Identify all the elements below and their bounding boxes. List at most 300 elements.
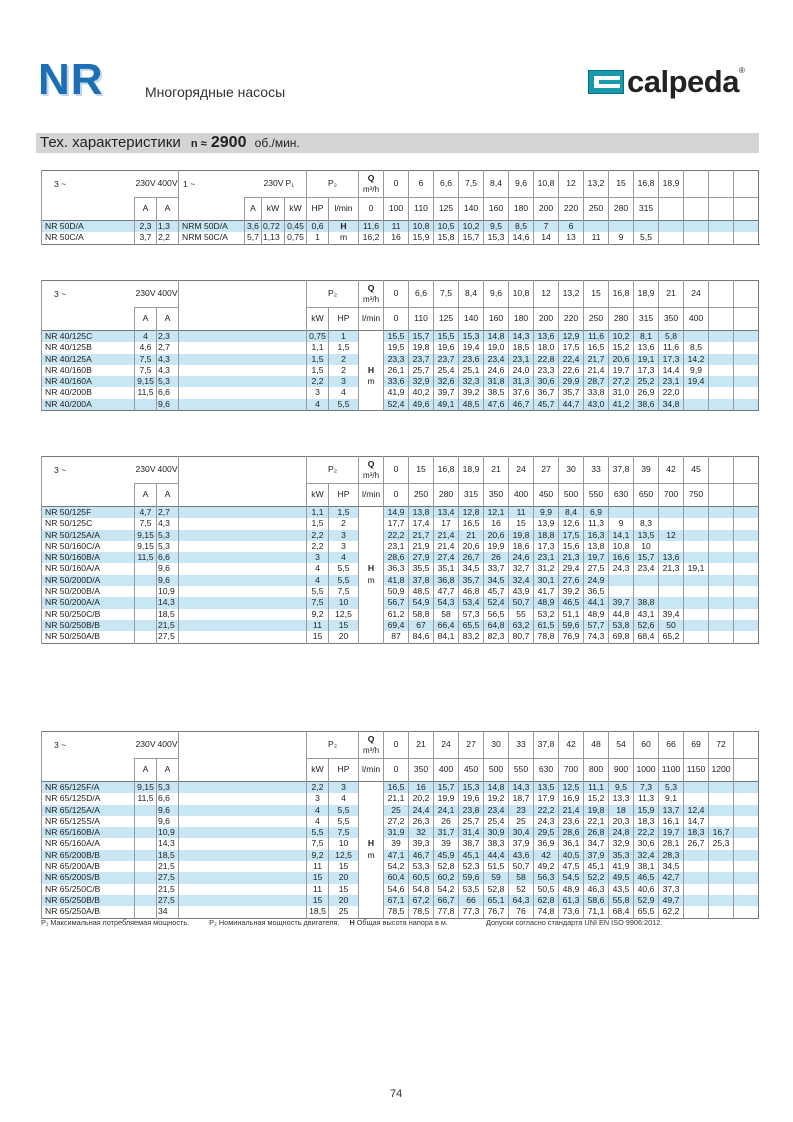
voltage-230-label: 230V: [135, 178, 156, 189]
head-value: 13,7: [659, 805, 684, 816]
head-value: 36,7: [534, 387, 559, 398]
head-value: 16,5: [384, 782, 409, 794]
q-m3h-value: 6: [409, 171, 434, 198]
head-value: 25,4: [434, 365, 459, 376]
head-value: 47,1: [384, 850, 409, 861]
head-value: 21,4: [559, 805, 584, 816]
head-value: 58,8: [409, 609, 434, 620]
head-value: 74,8: [534, 906, 559, 918]
current-400v: 6,6: [157, 552, 179, 563]
q-m3h-value: 60: [634, 732, 659, 759]
blank-cell: [285, 342, 307, 353]
blank-cell: [179, 365, 285, 376]
head-value: [609, 221, 634, 233]
blank-cell: [179, 861, 285, 872]
head-value: 19,7: [609, 365, 634, 376]
head-value: 17,4: [409, 518, 434, 529]
blank-cell: [179, 895, 285, 906]
q-lmin-value: 200: [534, 308, 559, 331]
head-value: [709, 221, 734, 233]
q-m3h-value: 37,8: [534, 732, 559, 759]
table-row: [42, 872, 759, 883]
head-value: 26,8: [584, 827, 609, 838]
blank-cell: [359, 906, 384, 918]
table-row: [42, 518, 759, 529]
head-value: [609, 586, 634, 597]
head-value: 31,2: [534, 563, 559, 574]
model-name: NR 50/200A/A: [42, 597, 135, 608]
head-value: 9,5: [484, 221, 509, 233]
head-value: 52,8: [434, 861, 459, 872]
q-m3h-value: 9,6: [484, 281, 509, 308]
series-logo: NR: [38, 55, 104, 104]
head-value: [609, 575, 634, 586]
head-value: 69,4: [384, 620, 409, 631]
head-value: 52,3: [459, 861, 484, 872]
head-value: [709, 232, 734, 244]
head-value: 41,2: [609, 399, 634, 411]
p2-kw: 1,1: [307, 342, 329, 353]
q-lmin-value: 110: [409, 198, 434, 221]
blank-cell: [285, 530, 307, 541]
head-value: 31,8: [484, 376, 509, 387]
p2-label: P₂: [307, 732, 359, 759]
p2-kw: 5,5: [307, 586, 329, 597]
head-unit: m: [359, 376, 384, 387]
head-value: 17,3: [534, 541, 559, 552]
current-230v: [135, 872, 157, 883]
q-lmin-value: 140: [459, 308, 484, 331]
current-230v: 4: [135, 331, 157, 343]
p2-hp: 1: [329, 331, 359, 343]
table-row: [42, 895, 759, 906]
head-value: 43,9: [509, 586, 534, 597]
q-m3h-value: 9,6: [509, 171, 534, 198]
table-row: [42, 782, 759, 794]
head-value: [659, 221, 684, 233]
head-value: 26,1: [384, 365, 409, 376]
head-value: 50,5: [534, 884, 559, 895]
head-value: 27,4: [434, 552, 459, 563]
head-value: 26: [434, 816, 459, 827]
blank-cell: [285, 331, 307, 343]
blank-cell: [179, 308, 285, 331]
head-value: [734, 342, 759, 353]
table-row: [42, 609, 759, 620]
head-value: 76: [509, 906, 534, 918]
model-name: NR 40/125C: [42, 331, 135, 343]
q-m3h-value: 7,5: [459, 171, 484, 198]
p2-hp: 5,5: [329, 563, 359, 574]
head-symbol: H: [359, 365, 384, 376]
q-lmin-value: 280: [609, 308, 634, 331]
head-value: 21,3: [559, 552, 584, 563]
head-value: 31,0: [609, 387, 634, 398]
q-lmin-value: [709, 484, 734, 507]
head-value: 19,7: [584, 552, 609, 563]
head-value: [709, 387, 734, 398]
head-value: 37,9: [509, 838, 534, 849]
head-value: 27,2: [609, 376, 634, 387]
head-value: 7,3: [634, 782, 659, 794]
head-value: [684, 331, 709, 343]
head-value: 67,2: [409, 895, 434, 906]
blank-cell: [285, 793, 307, 804]
q-m3h-value: 8,4: [484, 171, 509, 198]
head-value: 45,1: [584, 861, 609, 872]
head-value: 12,1: [484, 507, 509, 519]
blank-cell: [179, 541, 285, 552]
page-number: 74: [390, 1088, 403, 1100]
blank-cell: [179, 631, 285, 643]
calpeda-logo: [588, 64, 745, 99]
head-value: 42: [534, 850, 559, 861]
head-value: 54,2: [384, 861, 409, 872]
head-value: [659, 597, 684, 608]
p1-kw: 1,13: [262, 232, 285, 244]
head-value: 8,1: [634, 331, 659, 343]
q-m3h-value: 6,6: [409, 281, 434, 308]
head-value: 46,8: [459, 586, 484, 597]
head-value: 40,5: [559, 850, 584, 861]
head-value: 19,7: [659, 827, 684, 838]
head-value: [684, 895, 709, 906]
head-value: 22,2: [534, 805, 559, 816]
model-name: NR 50/200B/A: [42, 586, 135, 597]
p2-kw: 7,5: [307, 838, 329, 849]
q-lmin-value: 450: [459, 759, 484, 782]
blank-cell: [179, 586, 285, 597]
head-value: 20,6: [609, 354, 634, 365]
head-value: 30,6: [634, 838, 659, 849]
head-value: 39,2: [559, 586, 584, 597]
head-value: 15,6: [559, 541, 584, 552]
head-value: [709, 609, 734, 620]
head-value: 48,9: [559, 884, 584, 895]
head-value: [734, 221, 759, 233]
head-value: [684, 387, 709, 398]
head-value: 87: [384, 631, 409, 643]
blank-cell: [359, 342, 384, 353]
q-m3h-value: 8,4: [459, 281, 484, 308]
lmin-label: l/min: [359, 759, 384, 782]
model-name: NR 65/160B/A: [42, 827, 135, 838]
head-value: 32,9: [609, 838, 634, 849]
model-name: NR 65/250C/B: [42, 884, 135, 895]
head-value: 17: [434, 518, 459, 529]
head-value: 78,5: [409, 906, 434, 918]
footnote-h-text: Общая высота напора в м.: [354, 918, 448, 927]
q-m3h-value: 12: [559, 171, 584, 198]
spec-table-3: [41, 456, 759, 644]
head-value: 35,5: [409, 563, 434, 574]
head-value: 9,9: [684, 365, 709, 376]
blank-cell: [285, 376, 307, 387]
head-value: 13,6: [659, 552, 684, 563]
head-value: 10,2: [609, 331, 634, 343]
head-value: [709, 861, 734, 872]
head-value: 33,7: [484, 563, 509, 574]
q-lmin-value: 350: [409, 759, 434, 782]
p2-kw: 0,75: [307, 331, 329, 343]
head-value: 37,3: [659, 884, 684, 895]
head-value: 11,3: [584, 518, 609, 529]
blank-cell: [179, 732, 285, 759]
head-value: 44,7: [559, 399, 584, 411]
head-value: 8,5: [509, 221, 534, 233]
current-400v: 6,6: [157, 387, 179, 398]
head-value: 68,4: [634, 631, 659, 643]
p2-hp: 4: [329, 793, 359, 804]
q-m3h-value: 16,8: [634, 171, 659, 198]
blank-cell: [42, 484, 135, 507]
q-m3h-value: 33: [509, 732, 534, 759]
head-value: 24,0: [509, 365, 534, 376]
blank-cell: [179, 827, 285, 838]
q-m3h-value: 39: [634, 457, 659, 484]
p2-hp: 5,5: [329, 816, 359, 827]
head-value: 26,3: [409, 816, 434, 827]
q-lmin-value: 100: [384, 198, 409, 221]
head-value: 19,8: [509, 530, 534, 541]
q-lmin-value: 1200: [709, 759, 734, 782]
table-row: [42, 620, 759, 631]
q-lmin-value: 280: [434, 484, 459, 507]
head-value: 13,6: [634, 342, 659, 353]
head-value: [709, 586, 734, 597]
head-value: [734, 861, 759, 872]
q-m3h-value: 45: [684, 457, 709, 484]
head-value: 52,2: [584, 872, 609, 883]
q-m3h-value: 6,6: [434, 171, 459, 198]
head-value: 32,7: [509, 563, 534, 574]
q-lmin-value: 180: [509, 198, 534, 221]
blank-cell: [179, 906, 285, 918]
head-value: [734, 827, 759, 838]
head-value: [734, 507, 759, 519]
q-lmin-value: 1000: [634, 759, 659, 782]
head-value: [684, 399, 709, 411]
q-m3h-value: [734, 171, 759, 198]
blank-cell: [179, 342, 285, 353]
blank-cell: [359, 518, 384, 529]
q-m3h-value: [709, 457, 734, 484]
p2-hp: 1: [307, 232, 329, 244]
head-value: 41,9: [384, 387, 409, 398]
head-value: 26,9: [634, 387, 659, 398]
blank-cell: [179, 872, 285, 883]
q-lmin-value: 630: [534, 759, 559, 782]
head-value: 15: [509, 518, 534, 529]
head-value: 12,9: [559, 331, 584, 343]
head-value: 64,8: [484, 620, 509, 631]
q-label: Q: [367, 734, 375, 744]
head-value: 41,9: [609, 861, 634, 872]
q-m3h-value: 10,8: [534, 171, 559, 198]
head-value: 14,8: [484, 782, 509, 794]
p2-hp: 3: [329, 376, 359, 387]
head-value: 18,0: [534, 342, 559, 353]
model-name: NR 40/125A: [42, 354, 135, 365]
blank-cell: [179, 759, 285, 782]
head-value: 19,4: [684, 376, 709, 387]
head-value: 54,9: [409, 597, 434, 608]
q-lmin-value: [684, 198, 709, 221]
model-name: NR 65/200A/B: [42, 861, 135, 872]
head-value: 58: [434, 609, 459, 620]
head-value: 19,0: [484, 342, 509, 353]
head-value: 11: [384, 221, 409, 233]
spec-table-1: [41, 170, 759, 245]
p2-hp: 10: [329, 838, 359, 849]
blank-cell: [285, 563, 307, 574]
hp-label: HP: [307, 198, 329, 221]
head-value: 23,1: [509, 354, 534, 365]
head-value: 29,5: [534, 827, 559, 838]
head-value: 36,3: [384, 563, 409, 574]
blank-cell: [285, 387, 307, 398]
head-value: [709, 552, 734, 563]
head-value: 16,2: [359, 232, 384, 244]
head-value: 27,5: [584, 563, 609, 574]
current-400v: 4,3: [157, 365, 179, 376]
head-value: 67: [409, 620, 434, 631]
head-value: 25,4: [484, 816, 509, 827]
q-lmin-value: 315: [634, 308, 659, 331]
q-lmin-value: 220: [559, 198, 584, 221]
amp-single-label: A: [245, 198, 262, 221]
model-name: NR 65/200B/B: [42, 850, 135, 861]
p2-hp: 5,5: [329, 399, 359, 411]
model-name: NR 65/125F/A: [42, 782, 135, 794]
header-row-units: [42, 308, 759, 331]
head-value: 47,5: [559, 861, 584, 872]
head-value: 77,8: [434, 906, 459, 918]
head-value: 9,9: [534, 507, 559, 519]
head-value: 21,1: [384, 793, 409, 804]
head-value: 39: [434, 838, 459, 849]
current-400v: 9,6: [157, 805, 179, 816]
m3h-unit: m³/h: [363, 471, 380, 480]
current-400v: 10,9: [157, 827, 179, 838]
head-value: 23,6: [459, 354, 484, 365]
footnote-tolerance: Допуски согласно стандарта UNI EN ISO 9906:2012.: [485, 918, 663, 927]
head-symbol: H: [359, 563, 384, 574]
current-230v: [135, 816, 157, 827]
head-value: 54,3: [434, 597, 459, 608]
table-row: [42, 861, 759, 872]
head-value: 34,5: [459, 563, 484, 574]
table-row: [42, 342, 759, 353]
head-value: 43,6: [509, 850, 534, 861]
head-value: 14,7: [684, 816, 709, 827]
model-name: NR 65/125S/A: [42, 816, 135, 827]
head-value: 24,3: [534, 816, 559, 827]
model-name: NR 50/250B/B: [42, 620, 135, 631]
head-value: 15,7: [634, 552, 659, 563]
head-value: 23,8: [459, 805, 484, 816]
p2-hp: 4: [329, 552, 359, 563]
q-lmin-value: 700: [659, 484, 684, 507]
head-value: [634, 221, 659, 233]
head-value: 21,4: [434, 541, 459, 552]
head-value: 49,2: [534, 861, 559, 872]
head-value: [734, 850, 759, 861]
head-value: 23,4: [634, 563, 659, 574]
q-lmin-value: 0: [384, 308, 409, 331]
head-value: 22,6: [559, 365, 584, 376]
p2-hp: 1,5: [329, 342, 359, 353]
head-value: [709, 816, 734, 827]
blank-cell: [359, 816, 384, 827]
p2-kw: 2,2: [307, 530, 329, 541]
head-value: 54,6: [384, 884, 409, 895]
current-230v: 9,15: [135, 541, 157, 552]
head-value: 24,4: [409, 805, 434, 816]
table-row: [42, 376, 759, 387]
head-value: 15,9: [634, 805, 659, 816]
current-230v: [135, 895, 157, 906]
model-name: NR 40/125B: [42, 342, 135, 353]
head-value: [709, 331, 734, 343]
head-value: 32: [409, 827, 434, 838]
head-value: [734, 906, 759, 918]
head-value: [684, 609, 709, 620]
q-m3h-value: 15: [609, 171, 634, 198]
head-value: 22,2: [634, 827, 659, 838]
model-name: NR 40/200B: [42, 387, 135, 398]
current-400v: 27,5: [157, 895, 179, 906]
head-value: 11,3: [634, 793, 659, 804]
blank-cell: [285, 805, 307, 816]
head-value: [734, 563, 759, 574]
registered-mark: ®: [738, 66, 745, 75]
head-value: 59: [484, 872, 509, 883]
head-value: 38,5: [484, 387, 509, 398]
head-value: 84,1: [434, 631, 459, 643]
q-lmin-value: [709, 308, 734, 331]
head-value: 38,7: [459, 838, 484, 849]
current-230v: 11,5: [135, 793, 157, 804]
head-value: 60,2: [434, 872, 459, 883]
head-value: [709, 872, 734, 883]
model-name: NR 65/125A/A: [42, 805, 135, 816]
head-value: [684, 884, 709, 895]
blank-cell: [285, 827, 307, 838]
p2-kw: 0,75: [285, 232, 307, 244]
head-value: 23,3: [534, 365, 559, 376]
current-230v: [135, 861, 157, 872]
head-value: 8,4: [559, 507, 584, 519]
head-value: 16,7: [709, 827, 734, 838]
q-m3h-value: 24: [509, 457, 534, 484]
blank-cell: [285, 552, 307, 563]
head-value: 14,6: [509, 232, 534, 244]
blank-cell: [285, 906, 307, 918]
head-value: 29,4: [559, 563, 584, 574]
head-value: 16,3: [584, 530, 609, 541]
current-400v: 5,3: [157, 530, 179, 541]
blank-cell: [179, 530, 285, 541]
blank-cell: [285, 597, 307, 608]
q-m3h-value: 18,9: [659, 171, 684, 198]
p2-hp: 4: [329, 387, 359, 398]
head-value: 38,6: [634, 399, 659, 411]
head-value: 16: [409, 782, 434, 794]
q-m3h-value: [734, 457, 759, 484]
three-phase-label: 3 ~: [42, 732, 135, 759]
header-row-units: [42, 198, 759, 221]
